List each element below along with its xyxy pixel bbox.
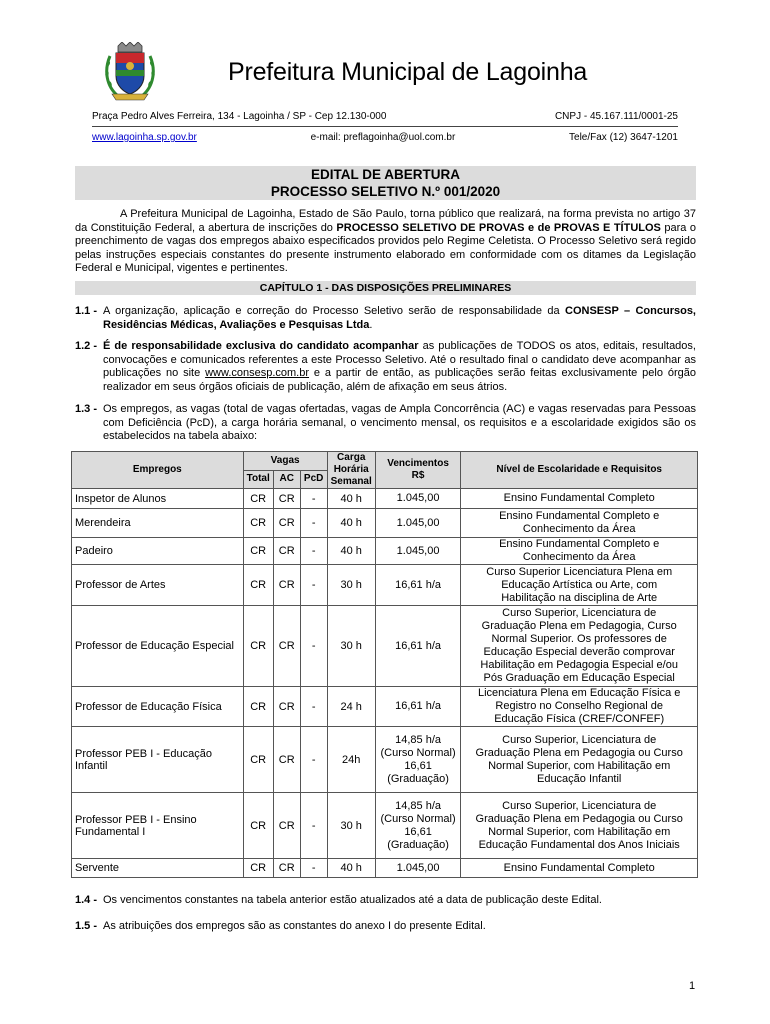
- item-text: as publicações de TODOS os atos, editais, resultados, convocações e comunicados referentes a este Processo Seletivo. Até o resultado final o candidato deve acompanhar as publicações no site: [103, 340, 696, 379]
- table-row: [72, 565, 698, 606]
- cell-carga: 24 h: [327, 687, 375, 727]
- requisito-line: Habilitação em Pedagogia Especial e/ou: [480, 659, 678, 671]
- item-text: e a partir de então, as publicações serão feitas exclusivamente pelo órgão realizador em seus órgãos oficiais de publicação, além de afixação em seus átrios.: [103, 367, 696, 393]
- item-text: A organização, aplicação e correção do Processo Seletivo serão de responsabilidade da: [103, 305, 566, 317]
- item-number: 1.2 -: [75, 340, 98, 352]
- requisito-line: Educação Fundamental dos Anos Iniciais: [478, 838, 680, 851]
- header-total: Total: [243, 470, 273, 489]
- page-number: 1: [689, 980, 696, 992]
- cell-ac: CR: [273, 727, 300, 793]
- jobs-table-body: [72, 489, 698, 878]
- municipal-crest-icon: [104, 42, 156, 104]
- requisito-line: Curso Superior, Licenciatura de: [502, 733, 657, 746]
- cell-vencimento: [375, 859, 461, 878]
- cell-pcd: -: [300, 859, 327, 878]
- table-row: [72, 727, 698, 793]
- table-row: [72, 606, 698, 687]
- cell-carga: 40 h: [327, 538, 375, 565]
- header-ac: AC: [273, 470, 300, 489]
- cell-carga: 40 h: [327, 489, 375, 509]
- requisito-line: Educação Física (CREF/CONFEF): [494, 713, 665, 725]
- cell-vencimento: [375, 489, 461, 509]
- item-text: As atribuições dos empregos são as constantes do anexo I do presente Edital.: [103, 920, 486, 932]
- header-vagas: Vagas: [243, 452, 327, 471]
- cell-requisitos: [461, 538, 698, 565]
- cell-ac: CR: [273, 687, 300, 727]
- edital-title: EDITAL DE ABERTURA: [310, 167, 460, 182]
- requisito-line: Ensino Fundamental Completo: [503, 492, 655, 504]
- header-pcd: PcD: [300, 470, 327, 489]
- requisito-line: Licenciatura Plena em Educação Física e: [477, 687, 681, 699]
- header-nivel: Nível de Escolaridade e Requisitos: [461, 452, 698, 489]
- cell-carga: 40 h: [327, 859, 375, 878]
- requisito-line: Educação Infantil: [536, 772, 622, 785]
- cell-requisitos: [461, 727, 698, 793]
- cell-emprego: Professor PEB I - Educação Infantil: [72, 727, 244, 793]
- vencimento-line: 14,85 h/a: [395, 799, 442, 812]
- cell-carga: 30 h: [327, 565, 375, 606]
- cell-emprego: Professor de Artes: [72, 565, 244, 606]
- jobs-table: [71, 451, 698, 878]
- cell-vencimento: [375, 687, 461, 727]
- requisito-line: Ensino Fundamental Completo e: [499, 510, 660, 522]
- edital-heading: [75, 166, 696, 200]
- requisito-line: Educação Artística ou Arte, com: [501, 578, 658, 591]
- header-divider: [92, 126, 678, 127]
- cell-emprego: Professor de Educação Especial: [72, 606, 244, 687]
- item-bold: É de responsabilidade exclusiva do candidato acompanhar: [103, 340, 419, 352]
- table-row: [72, 538, 698, 565]
- intro-bold: PROCESSO SELETIVO DE PROVAS e de PROVAS E TÍTULOS: [336, 221, 661, 234]
- cell-ac: CR: [273, 793, 300, 859]
- requisito-line: Pós Graduação em Educação Especial: [483, 672, 675, 684]
- address-row: [92, 111, 678, 122]
- cell-requisitos: [461, 859, 698, 878]
- cell-total: CR: [243, 606, 273, 687]
- cell-emprego: Padeiro: [72, 538, 244, 565]
- requisito-line: Curso Superior, Licenciatura de: [502, 799, 657, 812]
- cell-total: CR: [243, 538, 273, 565]
- cell-emprego: Merendeira: [72, 509, 244, 538]
- contact-row: [92, 132, 678, 143]
- cell-vencimento: [375, 606, 461, 687]
- table-row: [72, 859, 698, 878]
- header-carga: Carga Horária Semanal: [327, 452, 375, 489]
- website-link[interactable]: www.lagoinha.sp.gov.br: [92, 132, 197, 143]
- cell-emprego: Professor de Educação Física: [72, 687, 244, 727]
- requisito-line: Registro no Conselho Regional de: [495, 700, 663, 712]
- cell-pcd: -: [300, 489, 327, 509]
- cell-emprego: Inspetor de Alunos: [72, 489, 244, 509]
- table-row: [72, 509, 698, 538]
- cell-carga: 40 h: [327, 509, 375, 538]
- cell-vencimento: [375, 538, 461, 565]
- vencimento-line: (Curso Normal): [380, 812, 456, 825]
- vencimento-line: (Curso Normal): [380, 746, 456, 759]
- cnpj-text: CNPJ - 45.167.111/0001-25: [554, 111, 678, 122]
- cell-emprego: Professor PEB I - Ensino Fundamental I: [72, 793, 244, 859]
- item-text: .: [369, 318, 373, 331]
- cell-pcd: -: [300, 727, 327, 793]
- cell-pcd: -: [300, 509, 327, 538]
- cell-total: CR: [243, 565, 273, 606]
- cell-total: CR: [243, 509, 273, 538]
- vencimento-line: 1.045,00: [396, 861, 440, 874]
- table-row: [72, 793, 698, 859]
- cell-vencimento: [375, 793, 461, 859]
- item-text: Os empregos, as vagas (total de vagas ofertadas, vagas de Ampla Concorrência (AC) e vagas reservadas para Pessoas com Deficiência (PcD), a carga horária semanal, o vencimento mensal, os requisitos e a escolaridade exigidos são os estabelecidos na tabela abaixo:: [103, 403, 696, 442]
- item-bold: CONSESP – Concursos, Residências Médicas, Avaliações e Pesquisas Ltda: [103, 305, 696, 331]
- requisito-line: Educação Especial deverão comprovar: [483, 646, 675, 658]
- cell-total: CR: [243, 489, 273, 509]
- cell-pcd: -: [300, 793, 327, 859]
- cell-ac: CR: [273, 606, 300, 687]
- cell-vencimento: [375, 509, 461, 538]
- cell-pcd: -: [300, 538, 327, 565]
- item-1-4: [75, 894, 696, 908]
- item-text: Os vencimentos constantes na tabela anterior estão atualizados até a data de publicação deste Edital.: [103, 894, 602, 906]
- cell-requisitos: [461, 606, 698, 687]
- cell-pcd: -: [300, 687, 327, 727]
- requisito-line: Normal Superior. Os professores de: [491, 633, 667, 645]
- requisito-line: Habilitação na disciplina de Arte: [501, 591, 658, 604]
- chapter-heading: CAPÍTULO 1 - DAS DISPOSIÇÕES PRELIMINARES: [75, 281, 696, 295]
- cell-requisitos: [461, 509, 698, 538]
- item-number: 1.4 -: [75, 894, 98, 906]
- item-number: 1.1 -: [75, 305, 98, 317]
- page-title: Prefeitura Municipal de Lagoinha: [228, 58, 588, 86]
- requisito-line: Conhecimento da Área: [522, 523, 636, 535]
- cell-pcd: -: [300, 565, 327, 606]
- cell-ac: CR: [273, 565, 300, 606]
- cell-requisitos: [461, 687, 698, 727]
- cell-total: CR: [243, 793, 273, 859]
- item-1-1: [75, 305, 696, 332]
- requisito-line: Ensino Fundamental Completo e: [499, 538, 660, 550]
- item-1-5: [75, 920, 696, 934]
- vencimento-line: 16,61 h/a: [395, 578, 442, 591]
- table-row: [72, 687, 698, 727]
- cell-emprego: Servente: [72, 859, 244, 878]
- item-number: 1.5 -: [75, 920, 98, 932]
- cell-total: CR: [243, 859, 273, 878]
- vencimento-line: 16,61: [404, 825, 432, 838]
- email-text: e-mail: preflagoinha@uol.com.br: [310, 132, 456, 143]
- intro-paragraph: [75, 208, 696, 276]
- vencimento-line: 16,61: [404, 759, 432, 772]
- cell-ac: CR: [273, 509, 300, 538]
- requisito-line: Graduação Plena em Pedagogia ou Curso: [475, 746, 683, 759]
- cell-vencimento: [375, 565, 461, 606]
- cell-requisitos: [461, 565, 698, 606]
- item-1-2: [75, 340, 696, 394]
- cell-requisitos: [461, 489, 698, 509]
- vencimento-line: (Graduação): [387, 838, 449, 851]
- cell-requisitos: [461, 793, 698, 859]
- vencimento-line: 14,85 h/a: [395, 733, 442, 746]
- requisito-line: Conhecimento da Área: [522, 551, 636, 563]
- header-empregos: Empregos: [72, 452, 244, 489]
- consesp-link[interactable]: www.consesp.com.br: [205, 367, 310, 379]
- cell-total: CR: [243, 687, 273, 727]
- vencimento-line: 16,61 h/a: [395, 700, 442, 712]
- cell-pcd: -: [300, 606, 327, 687]
- vencimento-line: 16,61 h/a: [395, 639, 442, 652]
- cell-total: CR: [243, 727, 273, 793]
- cell-ac: CR: [273, 538, 300, 565]
- address-text: Praça Pedro Alves Ferreira, 134 - Lagoinha / SP - Cep 12.130-000: [92, 111, 387, 122]
- requisito-line: Normal Superior, com Habilitação em: [488, 759, 671, 772]
- intro-text-1: A Prefeitura Municipal de Lagoinha, Estado de São Paulo, torna público que realizará, na forma prevista no artigo 37 da Constituição Federal, a abertura de inscrições do: [75, 208, 696, 234]
- cell-carga: 30 h: [327, 606, 375, 687]
- requisito-line: Curso Superior, Licenciatura de: [502, 607, 657, 619]
- requisito-line: Graduação Plena em Pedagogia ou Curso: [475, 812, 683, 825]
- vencimento-line: 1.045,00: [396, 516, 440, 529]
- requisito-line: Normal Superior, com Habilitação em: [488, 825, 671, 838]
- requisito-line: Curso Superior Licenciatura Plena em: [486, 565, 673, 578]
- intro-text-2: para o preenchimento de vagas dos empregos abaixo especificados providos pelo Regime Celetista. O Processo Seletivo será regido pelas instruções especiais constantes do presente instrumento elaborado em conformidade com os ditames da Legislação Federal e Municipal, vigentes e pertinentes.: [75, 221, 696, 274]
- cell-ac: CR: [273, 489, 300, 509]
- header-vencimentos: Vencimentos R$: [375, 452, 461, 489]
- item-1-3: [75, 403, 696, 444]
- cell-ac: CR: [273, 859, 300, 878]
- table-row: [72, 489, 698, 509]
- cell-carga: 24h: [327, 727, 375, 793]
- edital-process-number: PROCESSO SELETIVO N.º 001/2020: [270, 184, 501, 199]
- cell-carga: 30 h: [327, 793, 375, 859]
- cell-vencimento: [375, 727, 461, 793]
- requisito-line: Graduação Plena em Pedagogia, Curso: [481, 620, 677, 632]
- vencimento-line: 1.045,00: [396, 492, 440, 504]
- vencimento-line: 1.045,00: [396, 544, 440, 557]
- phone-text: Tele/Fax (12) 3647-1201: [569, 132, 678, 143]
- requisito-line: Ensino Fundamental Completo: [503, 861, 655, 874]
- vencimento-line: (Graduação): [387, 772, 449, 785]
- item-number: 1.3 -: [75, 403, 98, 415]
